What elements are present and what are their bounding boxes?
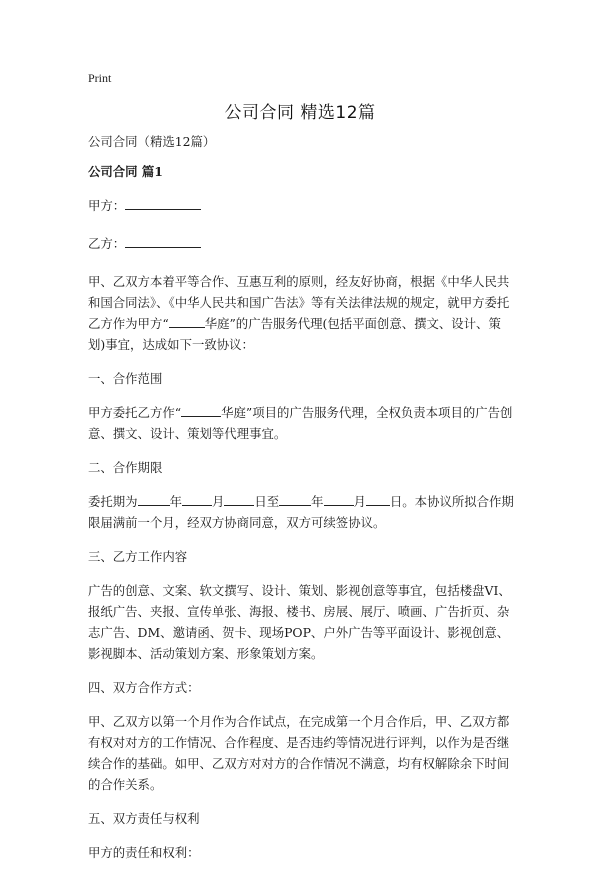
party-a-line bbox=[88, 195, 514, 216]
term-year-2: 年 bbox=[311, 494, 324, 509]
scope-text-2: 华庭”项目的广告服务代理，全权负责本项目的广告创意、撰文、设计、策划等代理事宜。 bbox=[88, 405, 513, 441]
page-title: 公司合同 精选12篇 bbox=[224, 103, 376, 123]
term-paragraph bbox=[88, 491, 514, 533]
scope-text-1: 甲方委托乙方作“ bbox=[88, 405, 182, 420]
cooperation-paragraph: 甲、乙双方以第一个月作为合作试点，在完成第一个月合作后，甲、乙双方都有权对对方的工作情况、合作程度、是否违约等情况进行评判，以作为是否继续合作的基础。如甲、乙双方对对方的合作情况不满意，均有权解除余下时间的合作关系。 bbox=[88, 714, 510, 792]
party-b-line bbox=[88, 233, 514, 254]
work-paragraph: 广告的创意、文案、软文撰写、设计、策划、影视创意等事宜，包括楼盘VI、报纸广告、夹报、宣传单张、海报、楼书、房展、展厅、喷画、广告折页、杂志广告、DM、邀请函、贺卡、现场POP、户外广告等平面设计、影视创意、影视脚本、活动策划方案、形象策划方案。 bbox=[88, 583, 511, 661]
print-label: Print bbox=[88, 71, 112, 85]
subtitle: 公司合同（精选12篇） bbox=[88, 134, 216, 149]
intro-text-1: 甲、乙双方本着平等合作、互惠互利的原则，经友好协商，根据《中华人民共和国合同法》、《中华人民共和国广告法》等有关法律法规的规定，就甲方委托乙方作为甲方“ bbox=[88, 274, 510, 331]
section-heading: 公司合同 篇1 bbox=[88, 164, 163, 179]
term-prefix: 委托期为 bbox=[88, 494, 138, 509]
party-a-label: 甲方： bbox=[88, 198, 126, 213]
term-month-2: 月 bbox=[353, 494, 366, 509]
term-year: 年 bbox=[169, 494, 182, 509]
term-suffix: 日。本协议所拟合作期限届满前一个月，经双方协商同意，双方可续签协议。 bbox=[88, 494, 514, 530]
term-blank-2 bbox=[182, 491, 212, 506]
heading-work: 三、乙方工作内容 bbox=[88, 549, 188, 564]
party-a-duties: 甲方的责任和权利： bbox=[88, 845, 200, 860]
term-month: 月 bbox=[211, 494, 225, 509]
term-day-to: 日至 bbox=[254, 494, 280, 509]
party-b-blank bbox=[125, 233, 201, 248]
term-blank-1 bbox=[138, 491, 170, 506]
party-a-blank bbox=[125, 195, 201, 210]
heading-cooperation: 四、双方合作方式： bbox=[88, 680, 200, 695]
document-body bbox=[88, 131, 514, 876]
scope-blank bbox=[181, 402, 221, 417]
heading-term: 二、合作期限 bbox=[88, 460, 163, 475]
party-b-label: 乙方： bbox=[88, 236, 126, 251]
intro-blank bbox=[169, 313, 205, 328]
term-blank-3 bbox=[224, 491, 254, 506]
intro-paragraph bbox=[88, 271, 514, 355]
heading-responsibilities: 五、双方责任与权利 bbox=[88, 811, 200, 826]
heading-scope: 一、合作范围 bbox=[88, 371, 163, 386]
term-blank-6 bbox=[366, 491, 390, 506]
intro-text-2: 华庭”的广告服务代理(包括平面创意、撰文、设计、策划)事宜，达成如下一致协议： bbox=[88, 316, 501, 352]
scope-paragraph bbox=[88, 402, 514, 444]
term-blank-4 bbox=[279, 491, 311, 506]
term-blank-5 bbox=[324, 491, 354, 506]
